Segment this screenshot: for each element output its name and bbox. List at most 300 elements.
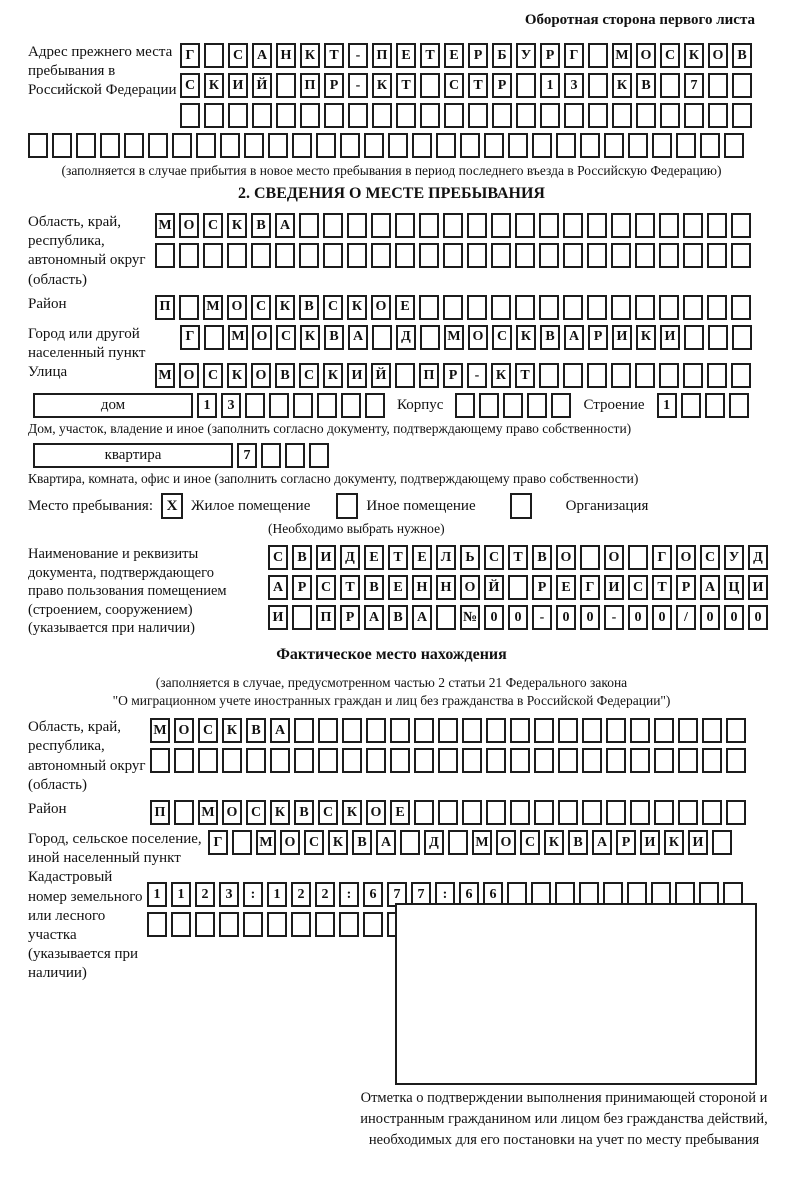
char-cell[interactable]: О: [496, 830, 516, 855]
char-cell[interactable]: Н: [436, 575, 456, 600]
char-cell[interactable]: [731, 363, 751, 388]
char-cell[interactable]: [708, 325, 728, 350]
char-cell[interactable]: К: [612, 73, 632, 98]
char-cell[interactable]: [365, 393, 385, 418]
char-cell[interactable]: [558, 748, 578, 773]
char-cell[interactable]: Р: [443, 363, 463, 388]
char-cell[interactable]: [444, 103, 464, 128]
char-cell[interactable]: [420, 325, 440, 350]
char-cell[interactable]: В: [246, 718, 266, 743]
char-cell[interactable]: К: [204, 73, 224, 98]
char-cell[interactable]: [564, 103, 584, 128]
char-cell[interactable]: [124, 133, 144, 158]
char-cell[interactable]: Р: [468, 43, 488, 68]
char-cell[interactable]: [467, 213, 487, 238]
char-cell[interactable]: 2: [291, 882, 311, 907]
char-cell[interactable]: И: [347, 363, 367, 388]
char-cell[interactable]: С: [246, 800, 266, 825]
char-cell[interactable]: [204, 103, 224, 128]
char-cell[interactable]: [100, 133, 120, 158]
char-cell[interactable]: :: [339, 882, 359, 907]
char-cell[interactable]: [702, 748, 722, 773]
char-cell[interactable]: Д: [748, 545, 768, 570]
char-cell[interactable]: К: [227, 213, 247, 238]
char-cell[interactable]: [179, 243, 199, 268]
char-cell[interactable]: В: [568, 830, 588, 855]
char-cell[interactable]: [729, 393, 749, 418]
char-cell[interactable]: К: [270, 800, 290, 825]
char-cell[interactable]: [316, 133, 336, 158]
char-cell[interactable]: [636, 103, 656, 128]
char-cell[interactable]: А: [700, 575, 720, 600]
char-cell[interactable]: [630, 718, 650, 743]
char-cell[interactable]: [222, 748, 242, 773]
char-cell[interactable]: А: [364, 605, 384, 630]
char-cell[interactable]: И: [604, 575, 624, 600]
char-cell[interactable]: [611, 295, 631, 320]
char-cell[interactable]: У: [516, 43, 536, 68]
char-cell[interactable]: Г: [580, 575, 600, 600]
char-cell[interactable]: [491, 213, 511, 238]
char-cell[interactable]: К: [347, 295, 367, 320]
char-cell[interactable]: [587, 213, 607, 238]
char-cell[interactable]: В: [251, 213, 271, 238]
char-cell[interactable]: [245, 393, 265, 418]
char-cell[interactable]: Р: [292, 575, 312, 600]
char-cell[interactable]: [243, 912, 263, 937]
char-cell[interactable]: Р: [540, 43, 560, 68]
char-cell[interactable]: 1: [540, 73, 560, 98]
char-cell[interactable]: [508, 575, 528, 600]
char-cell[interactable]: Т: [396, 73, 416, 98]
char-cell[interactable]: [294, 718, 314, 743]
char-cell[interactable]: [683, 243, 703, 268]
char-cell[interactable]: [588, 73, 608, 98]
char-cell[interactable]: 0: [652, 605, 672, 630]
char-cell[interactable]: [293, 393, 313, 418]
char-cell[interactable]: [366, 718, 386, 743]
char-cell[interactable]: [414, 748, 434, 773]
char-cell[interactable]: [299, 213, 319, 238]
char-cell[interactable]: И: [748, 575, 768, 600]
char-cell[interactable]: [395, 243, 415, 268]
char-cell[interactable]: [582, 748, 602, 773]
char-cell[interactable]: [395, 213, 415, 238]
char-cell[interactable]: К: [544, 830, 564, 855]
char-cell[interactable]: К: [342, 800, 362, 825]
char-cell[interactable]: [204, 325, 224, 350]
char-cell[interactable]: [292, 133, 312, 158]
char-cell[interactable]: [462, 748, 482, 773]
char-cell[interactable]: [551, 393, 571, 418]
char-cell[interactable]: [172, 133, 192, 158]
char-cell[interactable]: 7: [237, 443, 257, 468]
char-cell[interactable]: 1: [267, 882, 287, 907]
char-cell[interactable]: [460, 133, 480, 158]
checkbox-residential[interactable]: X: [161, 493, 183, 519]
char-cell[interactable]: [635, 213, 655, 238]
char-cell[interactable]: А: [592, 830, 612, 855]
char-cell[interactable]: В: [294, 800, 314, 825]
char-cell[interactable]: С: [316, 575, 336, 600]
char-cell[interactable]: [414, 718, 434, 743]
char-cell[interactable]: К: [328, 830, 348, 855]
char-cell[interactable]: [204, 43, 224, 68]
char-cell[interactable]: В: [636, 73, 656, 98]
char-cell[interactable]: [563, 243, 583, 268]
char-cell[interactable]: [612, 103, 632, 128]
char-cell[interactable]: А: [268, 575, 288, 600]
char-cell[interactable]: [486, 800, 506, 825]
char-cell[interactable]: Р: [492, 73, 512, 98]
char-cell[interactable]: [291, 912, 311, 937]
char-cell[interactable]: Е: [396, 43, 416, 68]
char-cell[interactable]: 3: [564, 73, 584, 98]
char-cell[interactable]: М: [150, 718, 170, 743]
char-cell[interactable]: [292, 605, 312, 630]
char-cell[interactable]: М: [256, 830, 276, 855]
char-cell[interactable]: К: [323, 363, 343, 388]
char-cell[interactable]: [515, 213, 535, 238]
char-cell[interactable]: О: [280, 830, 300, 855]
char-cell[interactable]: Н: [412, 575, 432, 600]
char-cell[interactable]: [443, 243, 463, 268]
char-cell[interactable]: С: [304, 830, 324, 855]
char-cell[interactable]: О: [366, 800, 386, 825]
char-cell[interactable]: -: [532, 605, 552, 630]
char-cell[interactable]: Д: [424, 830, 444, 855]
char-cell[interactable]: [371, 213, 391, 238]
char-cell[interactable]: [364, 133, 384, 158]
char-cell[interactable]: [174, 748, 194, 773]
char-cell[interactable]: Р: [532, 575, 552, 600]
char-cell[interactable]: [400, 830, 420, 855]
char-cell[interactable]: [515, 295, 535, 320]
char-cell[interactable]: [443, 213, 463, 238]
char-cell[interactable]: Г: [180, 43, 200, 68]
char-cell[interactable]: №: [460, 605, 480, 630]
char-cell[interactable]: [486, 748, 506, 773]
char-cell[interactable]: Д: [396, 325, 416, 350]
char-cell[interactable]: К: [275, 295, 295, 320]
char-cell[interactable]: О: [179, 363, 199, 388]
char-cell[interactable]: [276, 73, 296, 98]
char-cell[interactable]: [534, 718, 554, 743]
char-cell[interactable]: [462, 718, 482, 743]
char-cell[interactable]: [267, 912, 287, 937]
char-cell[interactable]: [681, 393, 701, 418]
char-cell[interactable]: [395, 363, 415, 388]
char-cell[interactable]: -: [348, 73, 368, 98]
char-cell[interactable]: [390, 748, 410, 773]
char-cell[interactable]: С: [198, 718, 218, 743]
char-cell[interactable]: И: [316, 545, 336, 570]
char-cell[interactable]: М: [155, 213, 175, 238]
char-cell[interactable]: К: [664, 830, 684, 855]
char-cell[interactable]: 7: [411, 882, 431, 907]
char-cell[interactable]: [436, 605, 456, 630]
char-cell[interactable]: С: [660, 43, 680, 68]
char-cell[interactable]: С: [228, 43, 248, 68]
char-cell[interactable]: [705, 393, 725, 418]
char-cell[interactable]: 0: [508, 605, 528, 630]
char-cell[interactable]: [654, 748, 674, 773]
char-cell[interactable]: В: [540, 325, 560, 350]
char-cell[interactable]: М: [203, 295, 223, 320]
char-cell[interactable]: [491, 243, 511, 268]
char-cell[interactable]: [510, 800, 530, 825]
char-cell[interactable]: О: [556, 545, 576, 570]
char-cell[interactable]: [660, 103, 680, 128]
char-cell[interactable]: [438, 748, 458, 773]
char-cell[interactable]: [462, 800, 482, 825]
char-cell[interactable]: [587, 243, 607, 268]
char-cell[interactable]: П: [372, 43, 392, 68]
char-cell[interactable]: [252, 103, 272, 128]
char-cell[interactable]: [420, 103, 440, 128]
char-cell[interactable]: [540, 103, 560, 128]
char-cell[interactable]: [539, 213, 559, 238]
char-cell[interactable]: 0: [484, 605, 504, 630]
char-cell[interactable]: Г: [180, 325, 200, 350]
char-cell[interactable]: [683, 295, 703, 320]
char-cell[interactable]: М: [444, 325, 464, 350]
char-cell[interactable]: Р: [324, 73, 344, 98]
char-cell[interactable]: [726, 748, 746, 773]
char-cell[interactable]: [396, 103, 416, 128]
char-cell[interactable]: [414, 800, 434, 825]
char-cell[interactable]: 0: [724, 605, 744, 630]
char-cell[interactable]: У: [724, 545, 744, 570]
char-cell[interactable]: С: [268, 545, 288, 570]
char-cell[interactable]: С: [700, 545, 720, 570]
char-cell[interactable]: [372, 325, 392, 350]
char-cell[interactable]: 0: [556, 605, 576, 630]
char-cell[interactable]: Т: [324, 43, 344, 68]
char-cell[interactable]: 1: [197, 393, 217, 418]
char-cell[interactable]: И: [228, 73, 248, 98]
char-cell[interactable]: И: [268, 605, 288, 630]
char-cell[interactable]: П: [300, 73, 320, 98]
char-cell[interactable]: [516, 103, 536, 128]
char-cell[interactable]: 0: [700, 605, 720, 630]
char-cell[interactable]: [366, 748, 386, 773]
char-cell[interactable]: 6: [483, 882, 503, 907]
char-cell[interactable]: [731, 243, 751, 268]
char-cell[interactable]: [659, 213, 679, 238]
char-cell[interactable]: [700, 133, 720, 158]
char-cell[interactable]: К: [516, 325, 536, 350]
char-cell[interactable]: [683, 213, 703, 238]
char-cell[interactable]: -: [604, 605, 624, 630]
char-cell[interactable]: С: [276, 325, 296, 350]
char-cell[interactable]: [324, 103, 344, 128]
char-cell[interactable]: [732, 73, 752, 98]
char-cell[interactable]: [539, 243, 559, 268]
char-cell[interactable]: О: [636, 43, 656, 68]
char-cell[interactable]: 7: [387, 882, 407, 907]
char-cell[interactable]: В: [732, 43, 752, 68]
char-cell[interactable]: [588, 103, 608, 128]
char-cell[interactable]: М: [472, 830, 492, 855]
char-cell[interactable]: [508, 133, 528, 158]
char-cell[interactable]: [492, 103, 512, 128]
char-cell[interactable]: И: [660, 325, 680, 350]
char-cell[interactable]: [532, 133, 552, 158]
char-cell[interactable]: [606, 748, 626, 773]
char-cell[interactable]: [702, 800, 722, 825]
char-cell[interactable]: [436, 133, 456, 158]
char-cell[interactable]: Г: [564, 43, 584, 68]
char-cell[interactable]: [587, 363, 607, 388]
char-cell[interactable]: Т: [508, 545, 528, 570]
char-cell[interactable]: /: [676, 605, 696, 630]
char-cell[interactable]: [654, 718, 674, 743]
char-cell[interactable]: [702, 718, 722, 743]
char-cell[interactable]: [503, 393, 523, 418]
char-cell[interactable]: [659, 363, 679, 388]
char-cell[interactable]: [150, 748, 170, 773]
char-cell[interactable]: [419, 213, 439, 238]
char-cell[interactable]: [707, 213, 727, 238]
char-cell[interactable]: [443, 295, 463, 320]
char-cell[interactable]: [486, 718, 506, 743]
char-cell[interactable]: 0: [628, 605, 648, 630]
char-cell[interactable]: О: [222, 800, 242, 825]
char-cell[interactable]: [228, 103, 248, 128]
char-cell[interactable]: [604, 133, 624, 158]
char-cell[interactable]: [52, 133, 72, 158]
char-cell[interactable]: [563, 213, 583, 238]
char-cell[interactable]: [180, 103, 200, 128]
char-cell[interactable]: К: [372, 73, 392, 98]
char-cell[interactable]: [468, 103, 488, 128]
char-cell[interactable]: [652, 133, 672, 158]
char-cell[interactable]: Р: [340, 605, 360, 630]
char-cell[interactable]: Й: [484, 575, 504, 600]
char-cell[interactable]: В: [352, 830, 372, 855]
char-cell[interactable]: К: [227, 363, 247, 388]
char-cell[interactable]: [563, 363, 583, 388]
char-cell[interactable]: [708, 103, 728, 128]
char-cell[interactable]: [587, 295, 607, 320]
char-cell[interactable]: [174, 800, 194, 825]
char-cell[interactable]: :: [435, 882, 455, 907]
char-cell[interactable]: [732, 103, 752, 128]
char-cell[interactable]: К: [684, 43, 704, 68]
char-cell[interactable]: И: [612, 325, 632, 350]
char-cell[interactable]: С: [520, 830, 540, 855]
char-cell[interactable]: -: [348, 43, 368, 68]
char-cell[interactable]: [220, 133, 240, 158]
char-cell[interactable]: [510, 718, 530, 743]
char-cell[interactable]: [342, 718, 362, 743]
char-cell[interactable]: 0: [580, 605, 600, 630]
char-cell[interactable]: К: [491, 363, 511, 388]
char-cell[interactable]: [707, 295, 727, 320]
char-cell[interactable]: [348, 103, 368, 128]
char-cell[interactable]: [244, 133, 264, 158]
char-cell[interactable]: [390, 718, 410, 743]
char-cell[interactable]: [630, 748, 650, 773]
char-cell[interactable]: [678, 718, 698, 743]
char-cell[interactable]: [148, 133, 168, 158]
char-cell[interactable]: Ь: [460, 545, 480, 570]
char-cell[interactable]: [341, 393, 361, 418]
char-cell[interactable]: С: [492, 325, 512, 350]
char-cell[interactable]: [315, 912, 335, 937]
char-cell[interactable]: Т: [388, 545, 408, 570]
char-cell[interactable]: [527, 393, 547, 418]
char-cell[interactable]: [342, 748, 362, 773]
char-cell[interactable]: Е: [388, 575, 408, 600]
char-cell[interactable]: [683, 363, 703, 388]
char-cell[interactable]: К: [636, 325, 656, 350]
char-cell[interactable]: Е: [364, 545, 384, 570]
char-cell[interactable]: [726, 718, 746, 743]
char-cell[interactable]: С: [444, 73, 464, 98]
char-cell[interactable]: О: [174, 718, 194, 743]
char-cell[interactable]: [76, 133, 96, 158]
char-cell[interactable]: Т: [652, 575, 672, 600]
char-cell[interactable]: А: [376, 830, 396, 855]
char-cell[interactable]: П: [150, 800, 170, 825]
char-cell[interactable]: В: [532, 545, 552, 570]
char-cell[interactable]: О: [676, 545, 696, 570]
char-cell[interactable]: [147, 912, 167, 937]
char-cell[interactable]: Р: [616, 830, 636, 855]
char-cell[interactable]: [171, 912, 191, 937]
char-cell[interactable]: 1: [171, 882, 191, 907]
char-cell[interactable]: [323, 213, 343, 238]
char-cell[interactable]: Г: [652, 545, 672, 570]
char-cell[interactable]: С: [251, 295, 271, 320]
char-cell[interactable]: [635, 243, 655, 268]
char-cell[interactable]: С: [628, 575, 648, 600]
char-cell[interactable]: [580, 133, 600, 158]
char-cell[interactable]: К: [300, 325, 320, 350]
char-cell[interactable]: [363, 912, 383, 937]
char-cell[interactable]: [420, 73, 440, 98]
char-cell[interactable]: [479, 393, 499, 418]
char-cell[interactable]: 2: [195, 882, 215, 907]
char-cell[interactable]: В: [292, 545, 312, 570]
char-cell[interactable]: [539, 363, 559, 388]
checkbox-other-premises[interactable]: [336, 493, 358, 519]
char-cell[interactable]: [261, 443, 281, 468]
char-cell[interactable]: [556, 133, 576, 158]
char-cell[interactable]: И: [688, 830, 708, 855]
char-cell[interactable]: [318, 718, 338, 743]
char-cell[interactable]: [628, 545, 648, 570]
char-cell[interactable]: [707, 363, 727, 388]
char-cell[interactable]: [510, 748, 530, 773]
char-cell[interactable]: 7: [684, 73, 704, 98]
char-cell[interactable]: 1: [147, 882, 167, 907]
char-cell[interactable]: Б: [492, 43, 512, 68]
char-cell[interactable]: [195, 912, 215, 937]
char-cell[interactable]: Й: [371, 363, 391, 388]
char-cell[interactable]: [347, 243, 367, 268]
char-cell[interactable]: В: [324, 325, 344, 350]
char-cell[interactable]: С: [318, 800, 338, 825]
char-cell[interactable]: [388, 133, 408, 158]
char-cell[interactable]: В: [275, 363, 295, 388]
char-cell[interactable]: [155, 243, 175, 268]
char-cell[interactable]: [582, 800, 602, 825]
char-cell[interactable]: [606, 800, 626, 825]
char-cell[interactable]: С: [323, 295, 343, 320]
